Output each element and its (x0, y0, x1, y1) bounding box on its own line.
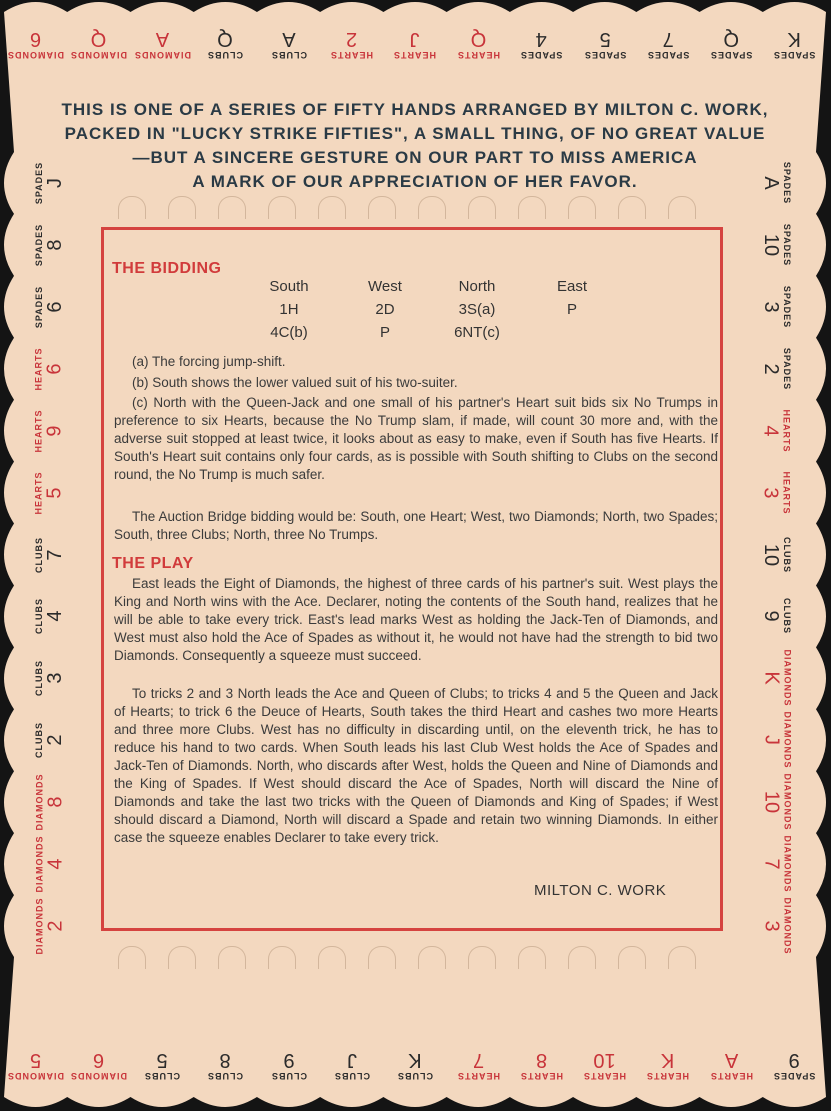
tab-rank-label: 7 (760, 858, 782, 870)
die-cut-notch (418, 196, 446, 219)
tab-suit-label: HEARTS (33, 471, 44, 515)
tab-rank-label: 5 (156, 1049, 168, 1071)
right-index-tab (746, 277, 806, 337)
tab-suit-label: DIAMONDS (34, 835, 44, 893)
tab-suit-label: SPADES (782, 223, 792, 267)
tab-suit-label: HEARTS (456, 50, 500, 60)
bottom-index-tab (701, 1035, 761, 1095)
bottom-index-tab (575, 1035, 635, 1095)
tab-rank-label: J (760, 735, 782, 746)
tab-rank-label: 4 (759, 425, 782, 437)
die-cut-notch (118, 196, 146, 219)
bottom-index-tab (638, 1035, 698, 1095)
tab-suit-label: SPADES (34, 285, 44, 328)
die-cut-notch (568, 946, 596, 969)
bottom-index-tab (764, 1035, 824, 1095)
left-index-tab (20, 401, 80, 461)
top-index-tab (511, 14, 571, 74)
tab-suit-label: SPADES (646, 50, 690, 60)
top-index-tab (69, 14, 129, 74)
left-index-tab (20, 896, 80, 956)
tab-suit-label: CLUBS (270, 1071, 307, 1081)
tab-suit-label: CLUBS (34, 536, 44, 573)
tab-suit-label: HEARTS (583, 1071, 627, 1081)
right-index-tab (746, 153, 806, 213)
die-cut-notch (468, 946, 496, 969)
bottom-index-tab (511, 1035, 571, 1095)
tab-rank-label: 10 (760, 233, 782, 256)
bottom-index-tab (69, 1035, 129, 1095)
left-index-tab (20, 277, 80, 337)
header-line: PACKED IN "LUCKY STRIKE FIFTIES", A SMALL THING, OF NO GREAT VALUE (64, 124, 766, 143)
tab-rank-label: K (787, 28, 802, 50)
top-index-tab (448, 14, 508, 74)
right-index-tab (746, 648, 806, 708)
tab-rank-label: Q (217, 28, 234, 50)
tab-rank-label: 8 (535, 1049, 548, 1071)
tab-suit-label: HEARTS (781, 471, 792, 515)
tab-rank-label: 4 (535, 28, 548, 50)
left-index-tab (20, 525, 80, 585)
tab-suit-label: HEARTS (646, 1071, 690, 1081)
tab-rank-label: 9 (282, 1049, 295, 1071)
tab-rank-label: A (281, 28, 296, 50)
play-paragraph-1: East leads the Eight of Diamonds, the highest of three cards of his partner's suit. West plays the King and North wins with the Ace. Declarer, noting the contents of the South hand, realizes that he will be able to take every trick. East's lead marks West as holding the Jack-Ten of Diamonds, and West must also hold the Ace of Spades as without it, he would not have had the strength to bid two Diamonds. Consequently a squeeze must succeed. (114, 576, 718, 663)
tab-rank-label: 3 (760, 920, 782, 932)
tab-suit-label: DIAMONDS (34, 773, 44, 831)
right-index-tab (746, 215, 806, 275)
top-index-tab (6, 14, 66, 74)
tab-suit-label: SPADES (782, 161, 792, 205)
tab-rank-label: 2 (760, 363, 782, 375)
bid-column-east: East (556, 278, 587, 295)
tab-rank-label: 6 (93, 1049, 105, 1071)
tab-suit-label: DIAMONDS (34, 897, 44, 955)
die-cut-notch (368, 196, 396, 219)
tab-suit-label: DIAMONDS (782, 649, 792, 707)
tab-suit-label: SPADES (34, 161, 44, 205)
right-index-tab (746, 710, 806, 770)
left-index-tab (20, 463, 80, 523)
tab-rank-label: Q (470, 28, 486, 50)
tab-suit-label: DIAMONDS (70, 50, 128, 60)
hand-analysis-panel (101, 227, 723, 931)
tab-suit-label: CLUBS (207, 50, 244, 60)
right-index-tab (746, 525, 806, 585)
tab-suit-label: SPADES (773, 1071, 816, 1081)
tab-suit-label: HEARTS (33, 347, 44, 391)
tab-rank-label: 3 (44, 672, 66, 684)
bid-column-north: North (458, 278, 496, 295)
die-cut-notch (568, 196, 596, 219)
right-index-tab (746, 463, 806, 523)
tab-rank-label: K (760, 671, 782, 686)
die-cut-notch (418, 946, 446, 969)
tab-suit-label: CLUBS (270, 50, 307, 60)
header-line: —BUT A SINCERE GESTURE ON OUR PART TO MISS AMERICA (132, 148, 698, 167)
bottom-index-tab (259, 1035, 319, 1095)
tab-suit-label: DIAMONDS (782, 773, 792, 831)
tab-suit-label: SPADES (709, 50, 753, 60)
die-cut-notch (668, 196, 696, 219)
tab-suit-label: CLUBS (144, 1071, 181, 1081)
tab-rank-label: 10 (760, 791, 782, 814)
tab-suit-label: CLUBS (34, 598, 44, 635)
die-cut-notch (218, 196, 246, 219)
tab-suit-label: SPADES (773, 50, 816, 60)
tab-rank-label: 2 (44, 734, 66, 746)
tab-rank-label: 8 (44, 239, 66, 251)
tab-rank-label: A (155, 28, 169, 50)
left-index-tab (20, 215, 80, 275)
tab-suit-label: CLUBS (333, 1071, 370, 1081)
tab-suit-label: DIAMONDS (782, 835, 792, 893)
tab-rank-label: 3 (759, 486, 782, 499)
die-cut-notch (268, 196, 296, 219)
left-index-tab (20, 772, 80, 832)
die-cut-notch (668, 946, 696, 969)
tab-rank-label: 4 (44, 610, 66, 622)
author-signature: MILTON C. WORK (534, 882, 667, 899)
left-index-tab (20, 710, 80, 770)
tab-rank-label: 5 (30, 1049, 42, 1071)
tab-rank-label: 5 (599, 28, 611, 50)
promo-header (30, 98, 800, 194)
bid-cell: 2D (375, 301, 395, 318)
tab-suit-label: SPADES (782, 347, 792, 390)
auction-bridge-note: The Auction Bridge bidding would be: South, one Heart; West, two Diamonds; North, two Spades; South, three Clubs; North, three No Trumps. (114, 509, 718, 542)
right-index-tab (746, 896, 806, 956)
bid-cell: 3S(a) (458, 301, 496, 318)
bid-column-west: West (368, 278, 402, 295)
header-line: A MARK OF OUR APPRECIATION OF HER FAVOR. (192, 172, 638, 191)
tab-suit-label: CLUBS (207, 1071, 244, 1081)
top-index-tab (764, 14, 824, 74)
die-cut-notch (168, 946, 196, 969)
bidding-title: THE BIDDING (112, 260, 222, 277)
bottom-index-tab (6, 1035, 66, 1095)
tab-rank-label: A (724, 1049, 738, 1071)
note-b: (b) South shows the lower valued suit of his two-suiter. (132, 375, 458, 390)
tab-suit-label: DIAMONDS (782, 711, 792, 769)
bottom-index-tab (322, 1035, 382, 1095)
right-index-tab (746, 772, 806, 832)
note-a: (a) The forcing jump-shift. (132, 354, 286, 369)
right-index-tab (746, 339, 806, 399)
tab-rank-label: 7 (44, 548, 66, 561)
die-cut-notch (518, 196, 546, 219)
tab-rank-label: 9 (788, 1049, 800, 1071)
tab-rank-label: J (44, 177, 66, 188)
right-index-tab (746, 401, 806, 461)
tab-suit-label: SPADES (782, 285, 792, 328)
tab-rank-label: 2 (44, 920, 66, 932)
top-index-tab (132, 14, 192, 74)
tab-suit-label: SPADES (34, 223, 44, 267)
die-cut-notch (268, 946, 296, 969)
tab-rank-label: 6 (44, 301, 66, 313)
tab-suit-label: HEARTS (393, 50, 437, 60)
bid-cell: P (379, 324, 390, 341)
right-index-tab (746, 586, 806, 646)
top-index-tab (385, 14, 445, 74)
bottom-index-tab (195, 1035, 255, 1095)
tab-rank-label: K (408, 1049, 422, 1071)
play-title: THE PLAY (112, 555, 194, 572)
left-index-tab (20, 586, 80, 646)
tab-rank-label: 10 (593, 1049, 616, 1071)
tab-suit-label: CLUBS (397, 1071, 433, 1081)
tab-suit-label: HEARTS (330, 50, 374, 60)
bid-column-south: South (269, 278, 309, 295)
die-cut-notch (168, 196, 196, 219)
tab-rank-label: J (410, 28, 420, 50)
tab-suit-label: HEARTS (519, 1071, 563, 1081)
tab-rank-label: Q (91, 28, 107, 50)
right-index-tab (746, 834, 806, 894)
tab-suit-label: DIAMONDS (7, 1071, 65, 1081)
tab-suit-label: HEARTS (781, 409, 792, 453)
die-cut-notch (318, 196, 346, 219)
tab-rank-label: 9 (43, 425, 66, 437)
bottom-index-tab (132, 1035, 192, 1095)
bottom-index-tab (448, 1035, 508, 1095)
tab-rank-label: Q (723, 28, 739, 50)
left-index-tab (20, 153, 80, 213)
tab-suit-label: CLUBS (782, 598, 792, 635)
die-cut-notch (118, 946, 146, 969)
tab-rank-label: 8 (44, 796, 66, 808)
top-index-tab (575, 14, 635, 74)
bid-cell: P (566, 301, 577, 318)
tab-rank-label: 4 (44, 858, 66, 870)
tab-rank-label: 5 (43, 487, 66, 499)
die-cut-notch (468, 196, 496, 219)
top-index-tab (638, 14, 698, 74)
top-index-tab (195, 14, 255, 74)
left-index-tab (20, 834, 80, 894)
tab-rank-label: 6 (30, 28, 42, 50)
tab-suit-label: DIAMONDS (133, 50, 191, 60)
die-cut-notch (618, 946, 646, 969)
tab-rank-label: K (661, 1049, 675, 1071)
tab-rank-label: 7 (472, 1049, 484, 1071)
tab-suit-label: DIAMONDS (70, 1071, 128, 1081)
tab-suit-label: DIAMONDS (782, 897, 792, 955)
left-index-tab (20, 339, 80, 399)
tab-rank-label: 2 (346, 28, 358, 50)
tab-suit-label: CLUBS (34, 722, 44, 759)
bid-cell: 4C(b) (270, 324, 308, 341)
die-cut-notch (318, 946, 346, 969)
bottom-index-tab (385, 1035, 445, 1095)
tab-rank-label: 7 (662, 28, 674, 50)
die-cut-notch (218, 946, 246, 969)
tab-rank-label: 9 (760, 610, 782, 622)
die-cut-notch (368, 946, 396, 969)
top-index-tab (701, 14, 761, 74)
tab-rank-label: J (346, 1049, 357, 1071)
tab-rank-label: 10 (760, 543, 782, 566)
top-index-tab (259, 14, 319, 74)
header-line: THIS IS ONE OF A SERIES OF FIFTY HANDS ARRANGED BY MILTON C. WORK, (61, 100, 769, 119)
tab-suit-label: SPADES (583, 50, 626, 60)
tab-rank-label: A (760, 176, 782, 190)
tab-suit-label: CLUBS (34, 660, 44, 697)
tab-suit-label: HEARTS (33, 409, 44, 453)
tab-suit-label: HEARTS (456, 1071, 500, 1081)
die-cut-notch (518, 946, 546, 969)
play-paragraph-2: To tricks 2 and 3 North leads the Ace and Queen of Clubs; to tricks 4 and 5 the Queen and Jack of Hearts; to trick 6 the Deuce of Hearts, South takes the third Heart and cashes two more Hearts and three more Clubs. West has no difficulty in discarding until, on the eleventh trick, he has to reduce his hand to two cards. When South leads his last Club West holds the Ace of Spades and Jack-Ten of Diamonds. North, who discards after West, holds the Queen and Nine of Diamonds and the King of Spades. If West should discard the Ace of Spades, North will discard the Nine of Diamonds and take the last two tricks with the Queen of Diamonds and King of Spades; if West should discard a Diamond, North will discard a Spade and retain two winning Diamonds. In either case the squeeze enables Declarer to take every trick. (114, 686, 718, 845)
tab-rank-label: 6 (43, 363, 66, 375)
bid-cell: 6NT(c) (454, 324, 500, 341)
tab-suit-label: SPADES (520, 50, 563, 60)
top-index-tab (322, 14, 382, 74)
left-index-tab (20, 648, 80, 708)
die-cut-notch (618, 196, 646, 219)
tab-rank-label: 8 (219, 1049, 231, 1071)
tab-suit-label: DIAMONDS (7, 50, 65, 60)
tab-suit-label: CLUBS (782, 536, 792, 573)
note-c: (c) North with the Queen-Jack and one small of his partner's Heart suit bids six No Trumps in preference to six Hearts, because the No Trump slam, if made, will count 30 more and, with the adverse suit stopped at least twice, it looks about as easy to make, even if South has five Hearts. If South's Heart suit contains only four cards, as is possible with South shifting to Clubs on the second round, the No Trump is much safer. (114, 395, 718, 482)
tab-suit-label: HEARTS (709, 1071, 753, 1081)
bid-cell: 1H (279, 301, 299, 318)
tab-rank-label: 3 (760, 301, 782, 313)
